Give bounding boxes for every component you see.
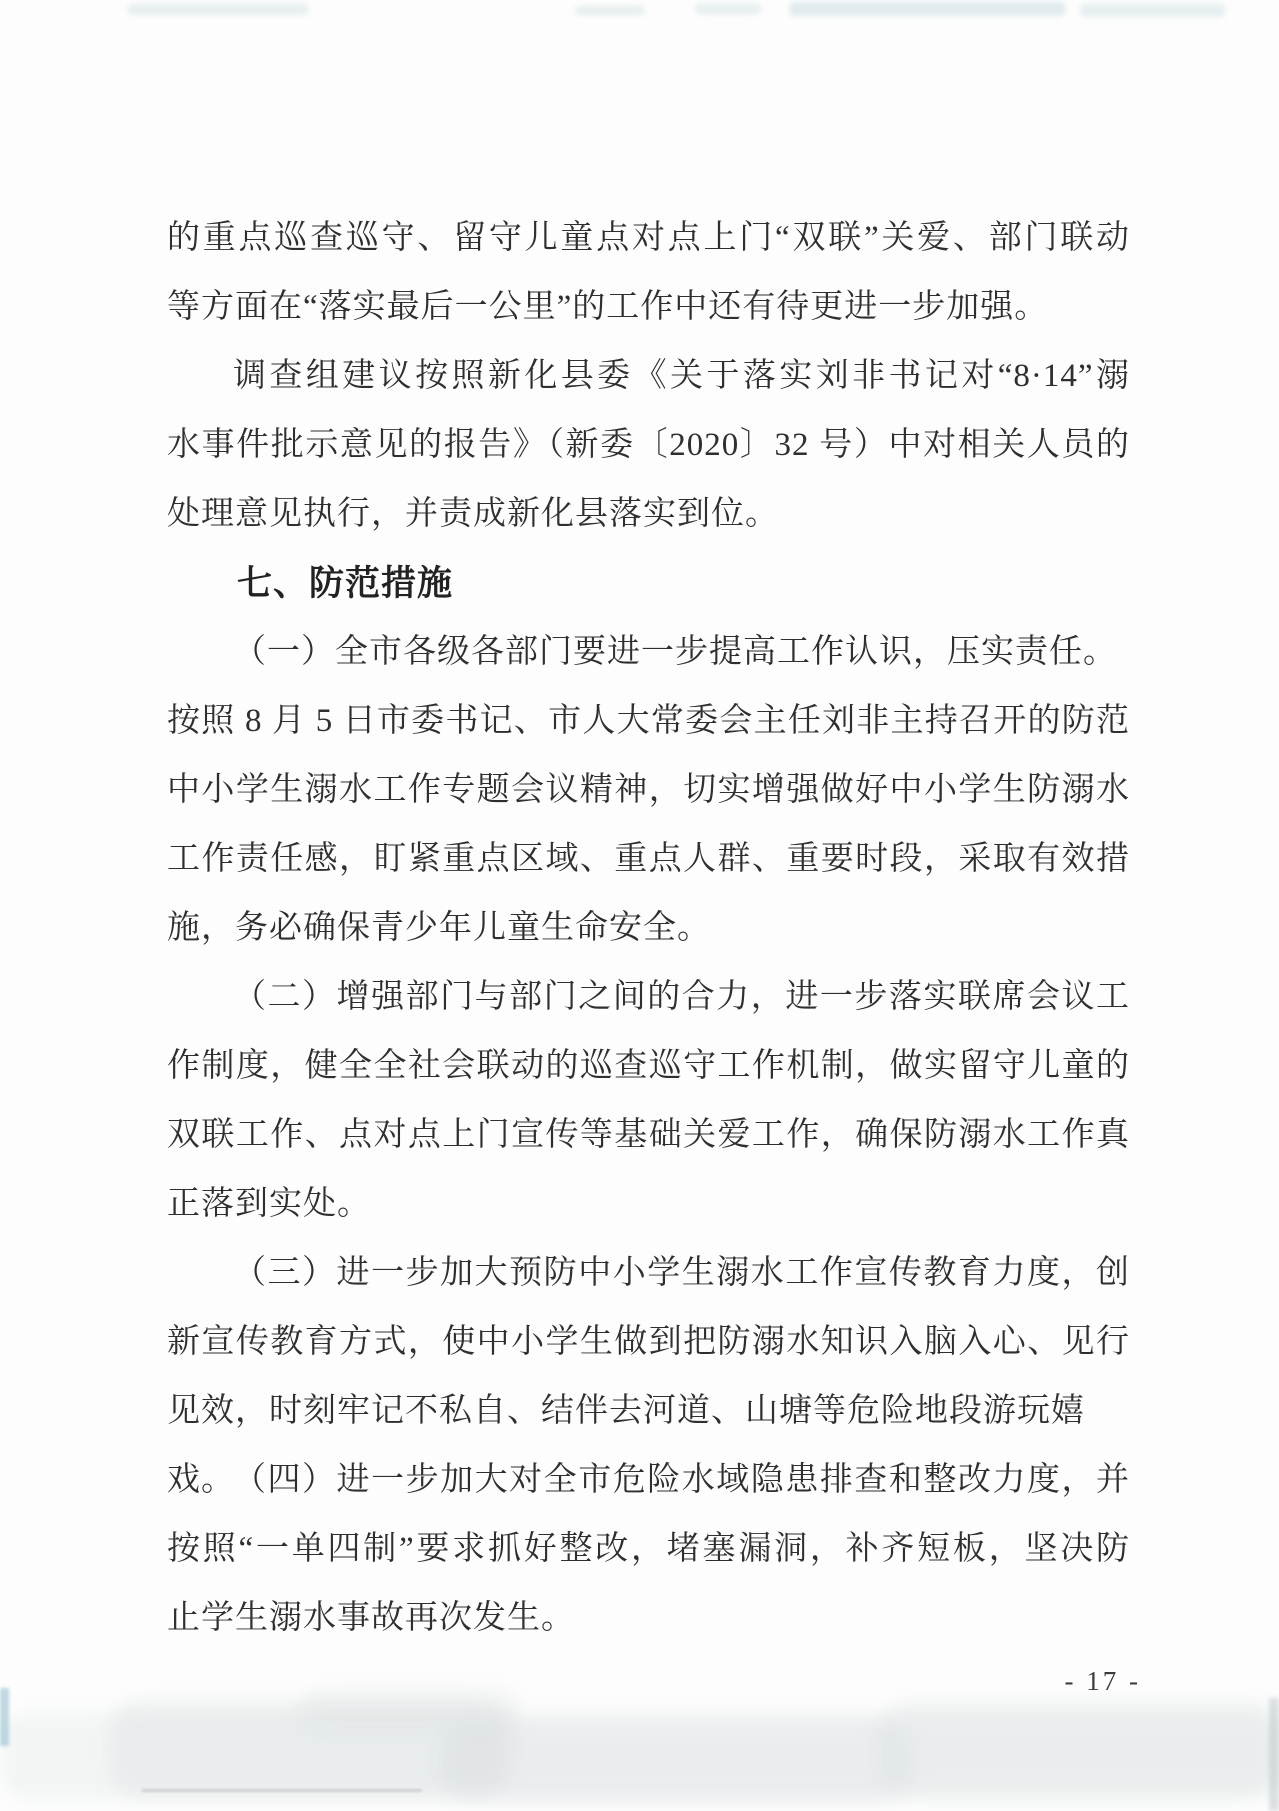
text-line: 调查组建议按照新化县委《关于落实刘非书记对“8·14”溺 [233, 358, 1130, 394]
text-line: （二）增强部门与部门之间的合力，进一步落实联席会议工 [233, 979, 1130, 1015]
body-text [167, 204, 1130, 1653]
text-line: 工作责任感，盯紧重点区域、重点人群、重要时段，采取有效措 [167, 841, 1130, 877]
scan-smudge-top [695, 4, 761, 14]
scan-noise-blob [300, 1688, 520, 1728]
scan-smudge-top [575, 6, 645, 15]
scan-smudge-top [1080, 4, 1225, 17]
text-line: （三）进一步加大预防中小学生溺水工作宣传教育力度，创 [233, 1255, 1130, 1291]
text-line: 作制度，健全全社会联动的巡查巡守工作机制，做实留守儿童的 [167, 1048, 1130, 1084]
text-line: （四）进一步加大对全市危险水域隐患排查和整改力度，并 [233, 1462, 1130, 1498]
text-line: 正落到实处。 [167, 1186, 371, 1222]
text-line: 按照“一单四制”要求抓好整改，堵塞漏洞，补齐短板，坚决防 [167, 1531, 1130, 1567]
text-line: 新宣传教育方式，使中小学生做到把防溺水知识入脑入心、见行 [167, 1324, 1130, 1360]
section-heading: 七、防范措施 [237, 564, 454, 603]
scan-hairline-artifact [142, 1789, 422, 1792]
text-line: 处理意见执行，并责成新化县落实到位。 [167, 496, 779, 532]
text-line: 中小学生溺水工作专题会议精神，切实增强做好中小学生防溺水 [167, 772, 1130, 808]
scan-noise-blob [880, 1702, 1279, 1794]
text-line: 水事件批示意见的报告》（新委〔2020〕32 号）中对相关人员的 [167, 427, 1130, 463]
scan-edge-streak [0, 1688, 9, 1746]
text-line: 等方面在“落实最后一公里”的工作中还有待更进一步加强。 [167, 289, 1049, 325]
scan-smudge-top [790, 2, 1065, 16]
page-number: - 17 - [1064, 1666, 1141, 1696]
scan-smudge-top [128, 4, 308, 15]
scan-noise-blob [440, 1722, 910, 1802]
text-line: （一）全市各级各部门要进一步提高工作认识，压实责任。 [233, 634, 1117, 670]
text-line: 双联工作、点对点上门宣传等基础关爱工作，确保防溺水工作真 [167, 1117, 1130, 1153]
text-line: 施，务必确保青少年儿童生命安全。 [167, 910, 711, 946]
text-line: 见效，时刻牢记不私自、结伴去河道、山塘等危险地段游玩嬉戏。 [167, 1393, 1085, 1498]
text-line: 按照 8 月 5 日市委书记、市人大常委会主任刘非主持召开的防范 [167, 703, 1130, 739]
scan-edge-streak [1269, 1698, 1279, 1811]
text-line: 止学生溺水事故再次发生。 [167, 1600, 575, 1636]
text-line: 的重点巡查巡守、留守儿童点对点上门“双联”关爱、部门联动 [167, 220, 1130, 256]
